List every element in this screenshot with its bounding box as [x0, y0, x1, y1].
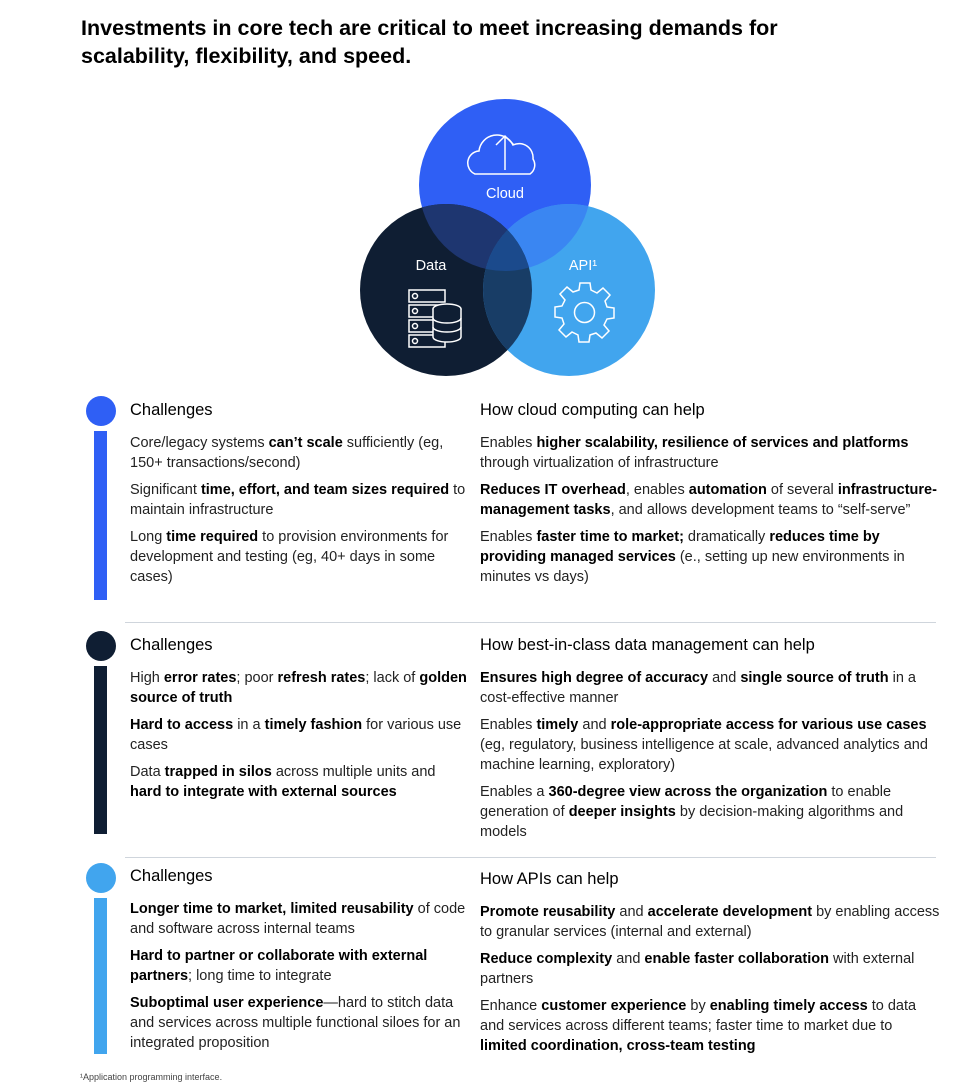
help-heading: How cloud computing can help: [480, 401, 705, 419]
challenge-item: High error rates; poor refresh rates; lack of golden source of truth: [130, 670, 467, 706]
data-dot-marker: [86, 631, 116, 661]
venn-diagram: [355, 98, 665, 388]
api-label: API¹: [568, 258, 598, 274]
page-title: Investments in core tech are critical to meet increasing demands for scalability, flexibility, and speed.: [81, 16, 778, 68]
challenge-item: Hard to partner or collaborate with external partners; long time to integrate: [130, 948, 428, 984]
challenge-item: Long time required to provision environments for development and testing (eg, 40+ days in some cases): [130, 529, 449, 585]
challenge-item: Hard to access in a timely fashion for various use cases: [130, 717, 462, 753]
challenges-heading: Challenges: [130, 401, 213, 419]
data-label: Data: [415, 258, 447, 274]
cloud-dot-marker: [86, 396, 116, 426]
section-divider: [125, 857, 936, 858]
footnote: ¹Application programming interface.: [80, 1072, 223, 1082]
help-item: Reduce complexity and enable faster collaboration with external partners: [480, 951, 915, 987]
challenge-item: Significant time, effort, and team sizes required to maintain infrastructure: [130, 482, 466, 518]
help-item: Ensures high degree of accuracy and single source of truth in a cost-effective manner: [480, 670, 916, 706]
cloud-challenges-column: [130, 399, 470, 587]
challenge-item: Longer time to market, limited reusability of code and software across internal teams: [130, 901, 466, 937]
help-item: Enhance customer experience by enabling timely access to data and services across different teams; faster time to market due to limited coordination, cross-team testing: [480, 998, 917, 1054]
challenge-item: Suboptimal user experience—hard to stitch data and services across multiple functional siloes for an integrated proposition: [130, 995, 461, 1051]
help-item: Reduces IT overhead, enables automation of several infrastructure-management tasks, and allows development teams to “self-serve”: [480, 482, 937, 518]
challenges-heading: Challenges: [130, 636, 213, 654]
data-help-column: [480, 634, 940, 842]
help-item: Enables faster time to market; dramatically reduces time by providing managed services (e., setting up new environments in minutes vs days): [480, 529, 905, 585]
challenge-item: Core/legacy systems can’t scale sufficiently (eg, 150+ transactions/second): [130, 435, 444, 471]
help-item: Enables timely and role-appropriate access for various use cases (eg, regulatory, business intelligence at scale, advanced analytics and machine learning, exploratory): [480, 717, 928, 773]
challenges-heading: Challenges: [130, 867, 213, 885]
api-help-column: [480, 868, 940, 1056]
challenge-item: Data trapped in silos across multiple units and hard to integrate with external sources: [130, 764, 436, 800]
help-heading: How APIs can help: [480, 870, 619, 888]
cloud-help-column: [480, 399, 940, 587]
section-divider: [125, 622, 936, 623]
data-side-bar: [94, 666, 107, 834]
cloud-label: Cloud: [486, 186, 524, 202]
help-heading: How best-in-class data management can help: [480, 636, 815, 654]
api-challenges-column: [130, 865, 470, 1053]
help-item: Enables higher scalability, resilience of services and platforms through virtualization of infrastructure: [480, 435, 909, 471]
help-item: Promote reusability and accelerate development by enabling access to granular services (internal and external): [480, 904, 940, 940]
help-item: Enables a 360-degree view across the organization to enable generation of deeper insights by decision-making algorithms and models: [480, 784, 904, 840]
api-side-bar: [94, 898, 107, 1054]
data-challenges-column: [130, 634, 470, 802]
cloud-side-bar: [94, 431, 107, 600]
api-dot-marker: [86, 863, 116, 893]
